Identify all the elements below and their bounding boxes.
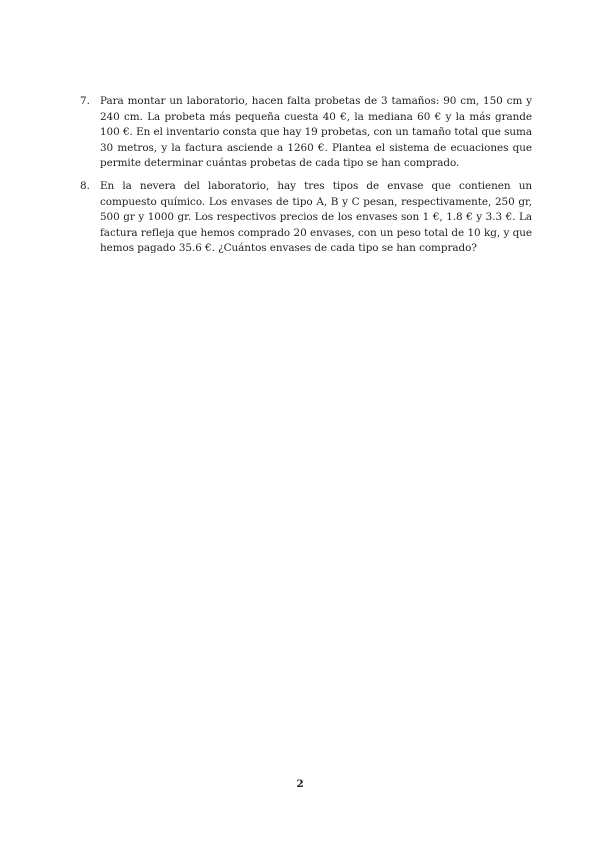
problem-text: Para montar un laboratorio, hacen falta probetas de 3 tamaños: 90 cm, 150 cm y 240 cm. La probeta más pequeña cuesta 40 €, la mediana 60 € y la más grande 100 €. En el inventario consta que hay 19 probetas, con un tamaño total que suma 30 metros, y la factura asciende a 1260 €. Plantea el sistema de ecuaciones que permite determinar cuántas probetas de cada tipo se han comprado. xyxy=(100,95,532,170)
problem-text: En la nevera del laboratorio, hay tres tipos de envase que contienen un compuesto químico. Los envases de tipo A, B y C pesan, respectivamente, 250 gr, 500 gr y 1000 gr. Los respectivos precios de los envases son 1 €, 1.8 € y 3.3 €. La factura refleja que hemos comprado 20 envases, con un peso total de 10 kg, y que hemos pagado 35.6 €. ¿Cuántos envases de cada tipo se han comprado? xyxy=(100,179,532,255)
problem-number: 7. xyxy=(80,95,90,107)
problem-item-7 xyxy=(80,94,532,172)
page-number: 2 xyxy=(296,778,304,790)
problem-number: 8. xyxy=(80,179,90,192)
problem-item-8 xyxy=(80,179,532,257)
problem-list xyxy=(80,94,532,264)
